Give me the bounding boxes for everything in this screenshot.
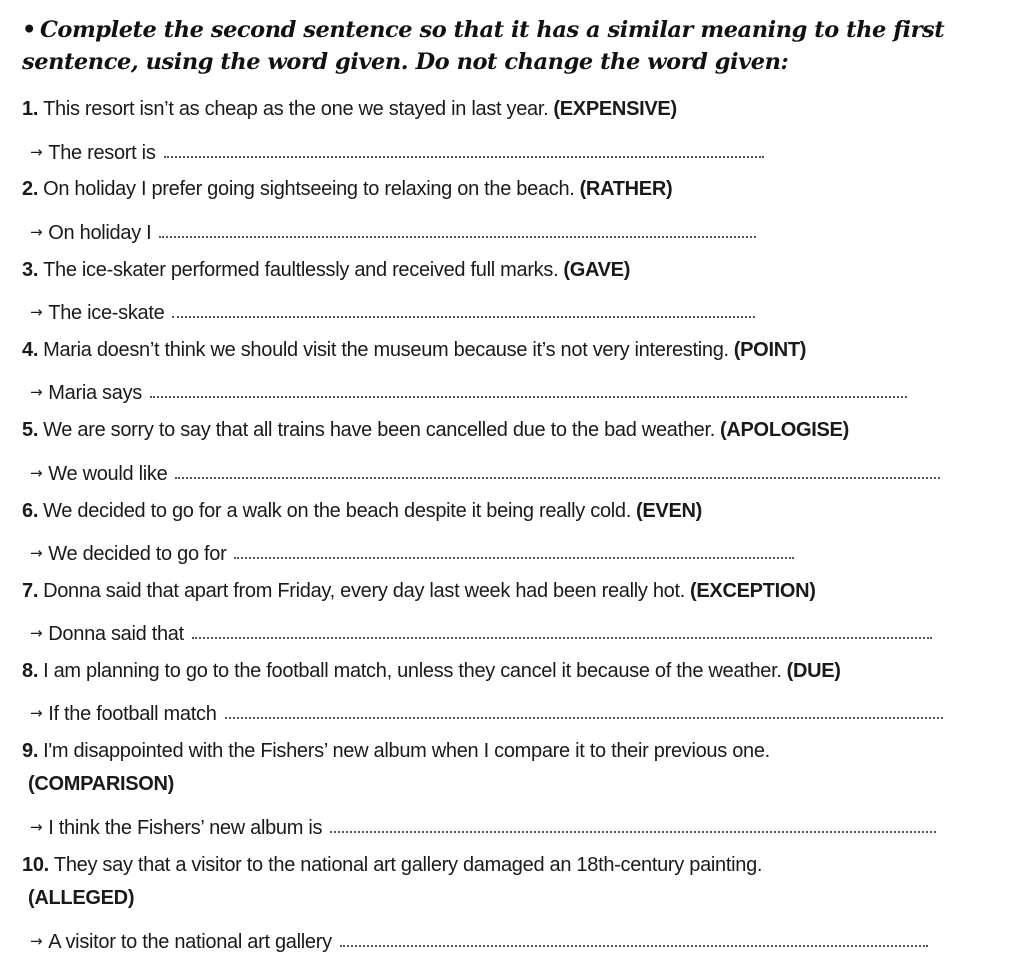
answer-line-1 bbox=[30, 137, 764, 167]
question-number: 10. bbox=[22, 854, 49, 876]
answer-line-7 bbox=[30, 618, 932, 648]
question-number: 5. bbox=[22, 419, 39, 441]
answer-blank[interactable] bbox=[234, 537, 794, 559]
question-5 bbox=[22, 417, 849, 443]
answer-prompt: The ice-skate bbox=[48, 302, 165, 324]
question-sentence: We are sorry to say that all trains have been cancelled due to the bad weather. bbox=[43, 419, 716, 441]
question-number: 2. bbox=[22, 178, 39, 200]
answer-blank[interactable] bbox=[340, 925, 928, 947]
answer-line-8 bbox=[30, 698, 943, 728]
answer-line-2 bbox=[30, 217, 756, 247]
question-10 bbox=[22, 852, 762, 878]
question-8 bbox=[22, 658, 841, 684]
question-7 bbox=[22, 578, 816, 604]
question-sentence: I am planning to go to the football match, unless they cancel it because of the weather. bbox=[43, 660, 782, 682]
arrow-icon: → bbox=[30, 704, 43, 722]
answer-prompt: We would like bbox=[48, 463, 168, 485]
question-sentence: The ice-skater performed faultlessly and received full marks. bbox=[43, 259, 559, 281]
question-9-keyword-line bbox=[28, 771, 174, 797]
answer-blank[interactable] bbox=[159, 216, 756, 238]
answer-line-6 bbox=[30, 538, 794, 568]
question-6 bbox=[22, 498, 702, 524]
question-number: 6. bbox=[22, 500, 39, 522]
answer-prompt: We decided to go for bbox=[48, 543, 227, 565]
question-number: 4. bbox=[22, 339, 39, 361]
arrow-icon: → bbox=[30, 544, 43, 562]
bullet-icon: • bbox=[22, 17, 36, 43]
answer-blank[interactable] bbox=[192, 617, 932, 639]
answer-blank[interactable] bbox=[330, 811, 936, 833]
question-9 bbox=[22, 738, 770, 764]
keyword: (EVEN) bbox=[636, 500, 702, 522]
keyword: (EXPENSIVE) bbox=[553, 98, 677, 120]
question-2 bbox=[22, 176, 672, 202]
answer-line-3 bbox=[30, 297, 755, 327]
answer-line-9 bbox=[30, 812, 936, 842]
answer-blank[interactable] bbox=[172, 296, 755, 318]
answer-prompt: The resort is bbox=[48, 142, 156, 164]
keyword: (EXCEPTION) bbox=[690, 580, 816, 602]
answer-prompt: Maria says bbox=[48, 382, 142, 404]
arrow-icon: → bbox=[30, 818, 43, 836]
question-sentence: On holiday I prefer going sightseeing to relaxing on the beach. bbox=[43, 178, 575, 200]
question-10-keyword-line bbox=[28, 885, 134, 911]
answer-blank[interactable] bbox=[175, 457, 940, 479]
keyword: (GAVE) bbox=[563, 259, 631, 281]
answer-prompt: If the football match bbox=[48, 703, 217, 725]
answer-prompt: Donna said that bbox=[48, 623, 184, 645]
keyword: (RATHER) bbox=[579, 178, 673, 200]
answer-line-5 bbox=[30, 458, 940, 488]
question-number: 9. bbox=[22, 740, 39, 762]
answer-line-4 bbox=[30, 377, 907, 407]
keyword: (ALLEGED) bbox=[28, 887, 135, 909]
arrow-icon: → bbox=[30, 383, 43, 401]
answer-prompt: A visitor to the national art gallery bbox=[48, 931, 332, 953]
question-sentence: Donna said that apart from Friday, every day last week had been really hot. bbox=[43, 580, 686, 602]
instruction-heading bbox=[22, 14, 1007, 78]
answer-line-10 bbox=[30, 926, 928, 956]
answer-blank[interactable] bbox=[225, 697, 943, 719]
answer-blank[interactable] bbox=[150, 376, 907, 398]
answer-blank[interactable] bbox=[164, 136, 764, 158]
answer-prompt: I think the Fishers’ new album is bbox=[48, 817, 323, 839]
arrow-icon: → bbox=[30, 143, 43, 161]
question-sentence: We decided to go for a walk on the beach despite it being really cold. bbox=[43, 500, 631, 522]
arrow-icon: → bbox=[30, 464, 43, 482]
question-4 bbox=[22, 337, 806, 363]
arrow-icon: → bbox=[30, 303, 43, 321]
keyword: (POINT) bbox=[733, 339, 807, 361]
question-number: 7. bbox=[22, 580, 39, 602]
arrow-icon: → bbox=[30, 624, 43, 642]
question-number: 8. bbox=[22, 660, 39, 682]
answer-prompt: On holiday I bbox=[48, 222, 152, 244]
question-sentence: I'm disappointed with the Fishers’ new album when I compare it to their previous one. bbox=[43, 740, 770, 762]
arrow-icon: → bbox=[30, 932, 43, 950]
arrow-icon: → bbox=[30, 223, 43, 241]
question-3 bbox=[22, 257, 630, 283]
keyword: (COMPARISON) bbox=[28, 773, 175, 795]
keyword: (APOLOGISE) bbox=[720, 419, 849, 441]
question-number: 1. bbox=[22, 98, 39, 120]
keyword: (DUE) bbox=[786, 660, 841, 682]
instruction-text: Complete the second sentence so that it has a similar meaning to the first sentence, using the word given. Do not change the word given: bbox=[22, 17, 945, 75]
question-sentence: This resort isn’t as cheap as the one we stayed in last year. bbox=[43, 98, 549, 120]
question-sentence: They say that a visitor to the national art gallery damaged an 18th-century painting. bbox=[53, 854, 763, 876]
question-number: 3. bbox=[22, 259, 39, 281]
question-1 bbox=[22, 96, 677, 122]
question-sentence: Maria doesn’t think we should visit the museum because it’s not very interesting. bbox=[43, 339, 729, 361]
